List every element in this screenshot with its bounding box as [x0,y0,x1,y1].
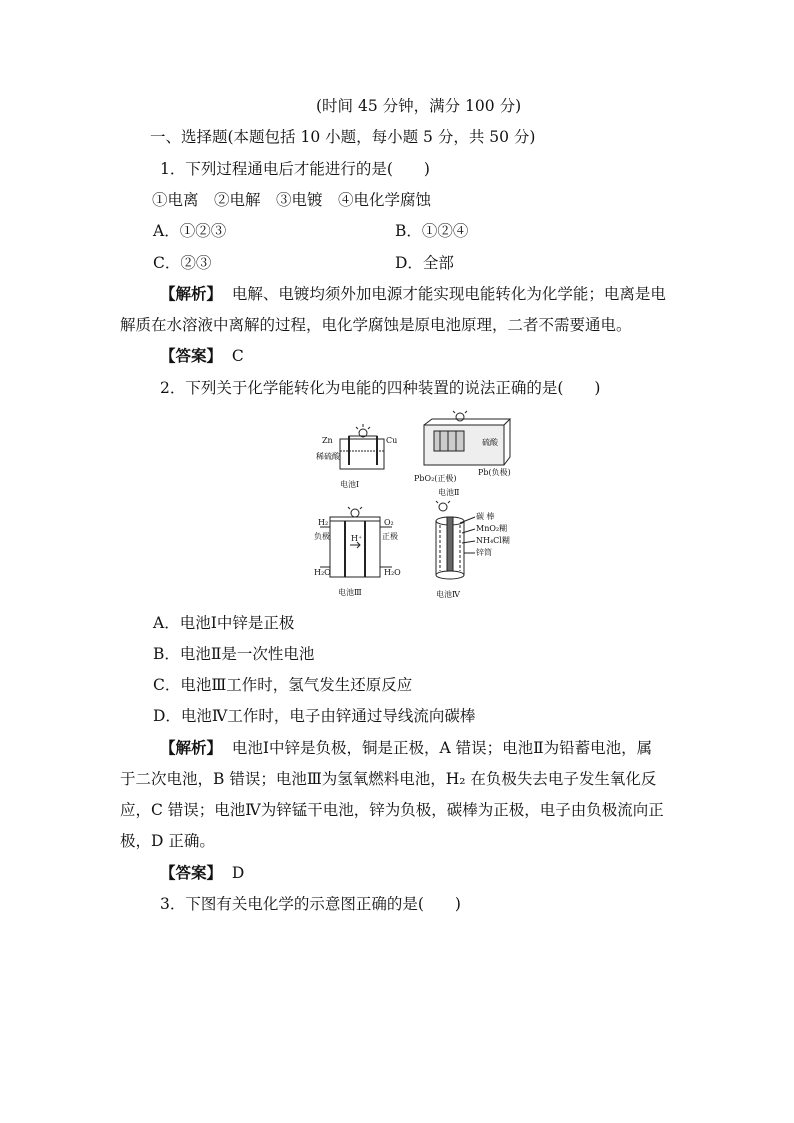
answer-value: D [231,864,245,882]
q2-option-d: D．电池Ⅳ工作时，电子由锌通过导线流向碳棒 [153,707,476,725]
cell-3-hplus-label: H⁺ [351,534,363,543]
q2-option-a: A．电池Ⅰ中锌是正极 [153,614,295,632]
cell-4-nh4cl-label: NH₄Cl糊 [476,536,510,545]
q1-analysis-line1 [160,283,666,305]
q1-items: ①电离 ②电解 ③电镀 ④电化学腐蚀 [152,191,432,209]
q1-option-b: B．①②④ [395,222,469,240]
time-note: (时间 45 分钟，满分 100 分) [316,97,522,115]
battery-figure [300,405,520,605]
section-title: 一、选择题(本题包括 10 小题，每小题 5 分，共 50 分) [150,128,536,146]
cell-1-cu-label: Cu [386,436,398,445]
cell-3-h2-label: H₂ [318,518,329,527]
q2-option-b: B．电池Ⅱ是一次性电池 [153,645,315,663]
q2-analysis-line4: 极，D 正确。 [120,832,215,850]
q2-option-c: C．电池Ⅲ工作时，氢气发生还原反应 [153,676,413,694]
cell-1-diagram [340,424,384,469]
cell-2-pb-label: Pb(负极) [478,468,511,477]
q2-analysis-line1 [160,737,652,759]
answer-tag: 【答案】 [160,346,223,365]
analysis-text: 电解、电镀均须外加电源才能实现电能转化为化学能；电离是电 [231,285,666,303]
analysis-tag: 【解析】 [160,738,223,757]
cell-4-zinc-label: 锌筒 [476,548,492,557]
cell-2-acid-label: 硫酸 [482,438,498,447]
q2-answer [160,862,244,884]
q1-analysis-line2: 解质在水溶液中离解的过程，电化学腐蚀是原电池原理，二者不需要通电。 [120,316,632,334]
cell-2-pbo2-label: PbO₂(正极) [414,474,457,483]
q2-analysis-line3: 应，C 错误；电池Ⅳ为锌锰干电池，锌为负极，碳棒为正极，电子由负极流向正 [120,801,664,819]
q1-option-d: D．全部 [395,254,454,272]
battery-diagrams [300,405,520,605]
q1-option-a: A．①②③ [153,222,227,240]
cell-3-caption: 电池Ⅲ [338,588,362,597]
cell-4-rod-label: 碳 棒 [476,512,495,521]
cell-1-zn-label: Zn [322,436,333,445]
cell-1-caption: 电池Ⅰ [340,480,360,489]
q2-stem: 2．下列关于化学能转化为电能的四种装置的说法正确的是( ) [160,379,601,397]
answer-tag: 【答案】 [160,863,223,882]
cell-4-caption: 电池Ⅳ [436,590,460,599]
answer-value: C [231,347,244,365]
cell-3-h2o-right-label: H₂O [384,568,401,577]
cell-3-negative-label: 负极 [314,532,330,541]
q1-answer [160,345,244,367]
q3-stem: 3．下图有关电化学的示意图正确的是( ) [160,895,461,913]
cell-3-positive-label: 正极 [382,532,398,541]
cell-4-diagram [436,501,475,579]
cell-2-caption: 电池Ⅱ [438,488,460,497]
cell-3-h2o-left-label: H₂O [314,568,331,577]
q2-analysis-line2: 于二次电池，B 错误；电池Ⅲ为氢氧燃料电池，H₂ 在负极失去电子发生氧化反 [120,770,657,788]
cell-3-o2-label: O₂ [384,518,394,527]
cell-1-acid-label: 稀硫酸 [316,452,340,461]
q1-option-c: C．②③ [153,254,212,272]
q1-stem: 1．下列过程通电后才能进行的是( ) [160,160,430,178]
analysis-tag: 【解析】 [160,284,223,303]
analysis-text: 电池Ⅰ中锌是负极，铜是正极，A 错误；电池Ⅱ为铅蓄电池，属 [231,739,653,757]
cell-4-mno2-label: MnO₂糊 [476,524,508,533]
